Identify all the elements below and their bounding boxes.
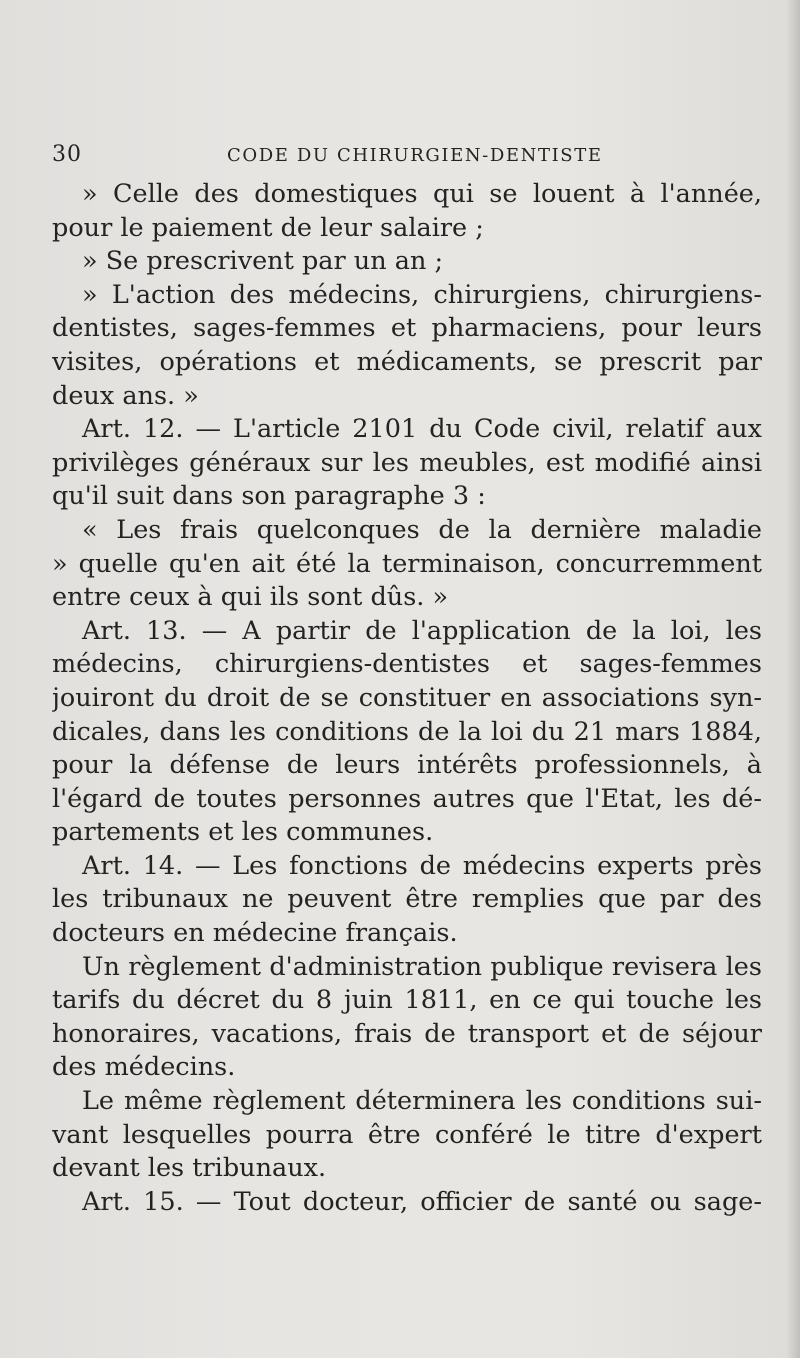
text-line: vant lesquelles pourra être conféré le titre d'expert bbox=[52, 1119, 762, 1150]
text-line: dicales, dans les conditions de la loi du 21 mars 1884, bbox=[52, 716, 762, 747]
page-edge-shadow bbox=[786, 0, 800, 1358]
text-line: deux ans. » bbox=[52, 380, 199, 411]
running-title: CODE DU CHIRURGIEN-DENTISTE bbox=[227, 145, 603, 166]
text-line: pour la défense de leurs intérêts professionnels, à bbox=[52, 750, 762, 781]
text-line: l'égard de toutes personnes autres que l'Etat, les dé- bbox=[52, 783, 762, 814]
text-line: privilèges généraux sur les meubles, est modifié ainsi bbox=[52, 447, 762, 478]
text-line: entre ceux à qui ils sont dûs. » bbox=[52, 582, 449, 613]
text-line: honoraires, vacations, frais de transport et de séjour bbox=[52, 1018, 762, 1049]
page-number: 30 bbox=[52, 142, 82, 167]
text-line: les tribunaux ne peuvent être remplies que par des bbox=[52, 884, 762, 915]
text-line: Un règlement d'administration publique revisera les bbox=[82, 951, 762, 982]
body-text bbox=[52, 178, 762, 1219]
text-line: médecins, chirurgiens-dentistes et sages-femmes bbox=[52, 649, 762, 680]
text-line: » Celle des domestiques qui se louent à l'année, bbox=[82, 179, 762, 209]
text-line: Le même règlement déterminera les conditions sui- bbox=[82, 1086, 762, 1117]
text-line: dentistes, sages-femmes et pharmaciens, pour leurs bbox=[52, 313, 762, 344]
text-line: pour le paiement de leur salaire ; bbox=[52, 212, 484, 243]
text-line: Art. 14. — Les fonctions de médecins experts près bbox=[82, 850, 762, 881]
text-line: partements et les communes. bbox=[52, 817, 434, 848]
text-line: jouiront du droit de se constituer en associations syn- bbox=[52, 682, 762, 713]
text-line: qu'il suit dans son paragraphe 3 : bbox=[52, 481, 486, 512]
page-header bbox=[52, 142, 752, 172]
text-line: » Se prescrivent par un an ; bbox=[82, 246, 444, 277]
text-line: des médecins. bbox=[52, 1052, 236, 1083]
text-line: Art. 12. — L'article 2101 du Code civil, relatif aux bbox=[82, 414, 762, 445]
text-line: visites, opérations et médicaments, se prescrit par bbox=[52, 346, 762, 377]
text-line: devant les tribunaux. bbox=[52, 1153, 327, 1184]
text-line: » quelle qu'en ait été la terminaison, concurremment bbox=[52, 548, 762, 579]
text-line: docteurs en médecine français. bbox=[52, 918, 458, 949]
text-line: » L'action des médecins, chirurgiens, chirurgiens- bbox=[82, 279, 762, 310]
text-line: Art. 13. — A partir de l'application de la loi, les bbox=[82, 615, 762, 646]
text-line: Art. 15. — Tout docteur, officier de santé ou sage- bbox=[82, 1186, 762, 1217]
text-line: « Les frais quelconques de la dernière maladie bbox=[82, 514, 762, 545]
text-line: tarifs du décret du 8 juin 1811, en ce qui touche les bbox=[52, 985, 762, 1016]
